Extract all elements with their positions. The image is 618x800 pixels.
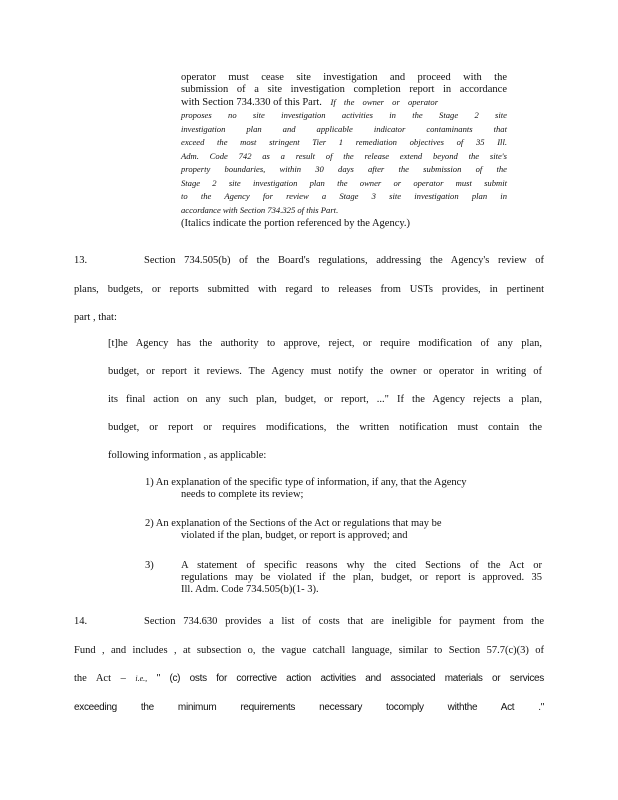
ie-abbreviation: i.e.,: [135, 674, 148, 683]
act-reference: the Act: [74, 673, 111, 684]
catchall-quote-start: " (c) osts for corrective action activities and associated materials or services: [156, 673, 545, 684]
list-item-1-line-1: [145, 477, 542, 489]
list-item: [145, 560, 542, 596]
quote-line-1: operator must cease site investigation and proceed with the: [181, 72, 507, 83]
paragraph-14-line-2: Fund , and includes , at subsection o, the vague catchall language, similar to Section 57.7(c)(3) of: [74, 644, 544, 656]
italic-line-6: Stage 2 site investigation plan the owner or operator must submit: [181, 177, 507, 188]
paragraph-14: [74, 608, 544, 722]
quote-line-3-text: with Section 734.330 of this Part.: [181, 97, 322, 108]
list-marker: 2): [145, 518, 154, 529]
list-item-3-line-2: regulations may be violated if the plan, budget, or report is approved. 35: [181, 572, 542, 583]
paragraph-14-line-4: exceeding the minimum requirements necessary tocomply withthe Act .": [74, 701, 544, 713]
paragraph-13-line-2: plans, budgets, or reports submitted with regard to releases from USTs provides, in pertinent: [74, 283, 544, 295]
paragraph-13-line-3: part , that:: [74, 312, 117, 323]
em-dash: –: [120, 673, 126, 684]
italic-line-1: proposes no site investigation activities in the Stage 2 site: [181, 110, 507, 120]
italic-line-7: to the Agency for review a Stage 3 site investigation plan in: [181, 191, 507, 201]
block-quotation: [108, 330, 542, 470]
paragraph-13-first-line: Section 734.505(b) of the Board's regulations, addressing the Agency's review of: [144, 255, 544, 266]
list-item-2-text: An explanation of the Sections of the Act or regulations that may be: [155, 518, 442, 529]
list-item-3-line-1: A statement of specific reasons why the cited Sections of the Act or: [181, 560, 542, 571]
italic-line-4: Adm. Code 742 as a result of the release extend beyond the site's: [181, 150, 507, 161]
paragraph-13-line-1: [74, 247, 544, 276]
italic-line-8: accordance with Section 734.325 of this Part.: [181, 204, 339, 215]
italic-line-3: exceed the most stringent Tier 1 remediation objectives of 35 Ill.: [181, 137, 507, 147]
list-item-1-line-2: needs to complete its review;: [181, 489, 304, 500]
paragraph-number: 13.: [74, 255, 88, 266]
list-item: [145, 477, 542, 501]
list-item: [145, 518, 542, 542]
list-item-1-text: An explanation of the specific type of information, if any, that the Agency: [155, 477, 467, 488]
italics-note: (Italics indicate the portion referenced by the Agency.): [181, 218, 411, 229]
block-quote-line-5: following information , as applicable:: [108, 450, 267, 461]
block-quote-line-2: budget, or report it reviews. The Agency must notify the owner or operator in writing of: [108, 366, 542, 377]
italic-line-2: investigation plan and applicable indicator contaminants that: [181, 123, 507, 134]
block-quote-line-1: [t]he Agency has the authority to approve, reject, or require modification of any plan,: [108, 338, 542, 349]
list-item-3-body: [181, 560, 542, 596]
paragraph-14-line-3: [74, 665, 544, 694]
quote-line-2: submission of a site investigation completion report in accordance: [181, 84, 507, 95]
italic-line-5: property boundaries, within 30 days after the submission of the: [181, 164, 507, 174]
paragraph-14-line-1: [74, 608, 544, 637]
paragraph-13: [74, 247, 544, 333]
paragraph-14-first-line: Section 734.630 provides a list of costs that are ineligible for payment from the: [144, 616, 544, 627]
list-item-2-line-1: [145, 518, 542, 530]
list-item-2-line-2: violated if the plan, budget, or report is approved; and: [181, 530, 408, 541]
list-marker: 1): [145, 477, 154, 488]
quote-line-3: [181, 96, 507, 109]
block-quote-line-3: its final action on any such plan, budget, or report, ..." If the Agency rejects a plan,: [108, 394, 542, 405]
list-marker: 3): [145, 560, 154, 571]
block-quote-line-4: budget, or report or requires modifications, the written notification must contain the: [108, 422, 542, 433]
paragraph-number: 14.: [74, 616, 88, 627]
italic-lead: If the owner or operator: [330, 97, 439, 107]
list-item-3-line-3: Ill. Adm. Code 734.505(b)(1- 3).: [181, 584, 319, 595]
regulation-quote-continuation: [181, 72, 507, 230]
